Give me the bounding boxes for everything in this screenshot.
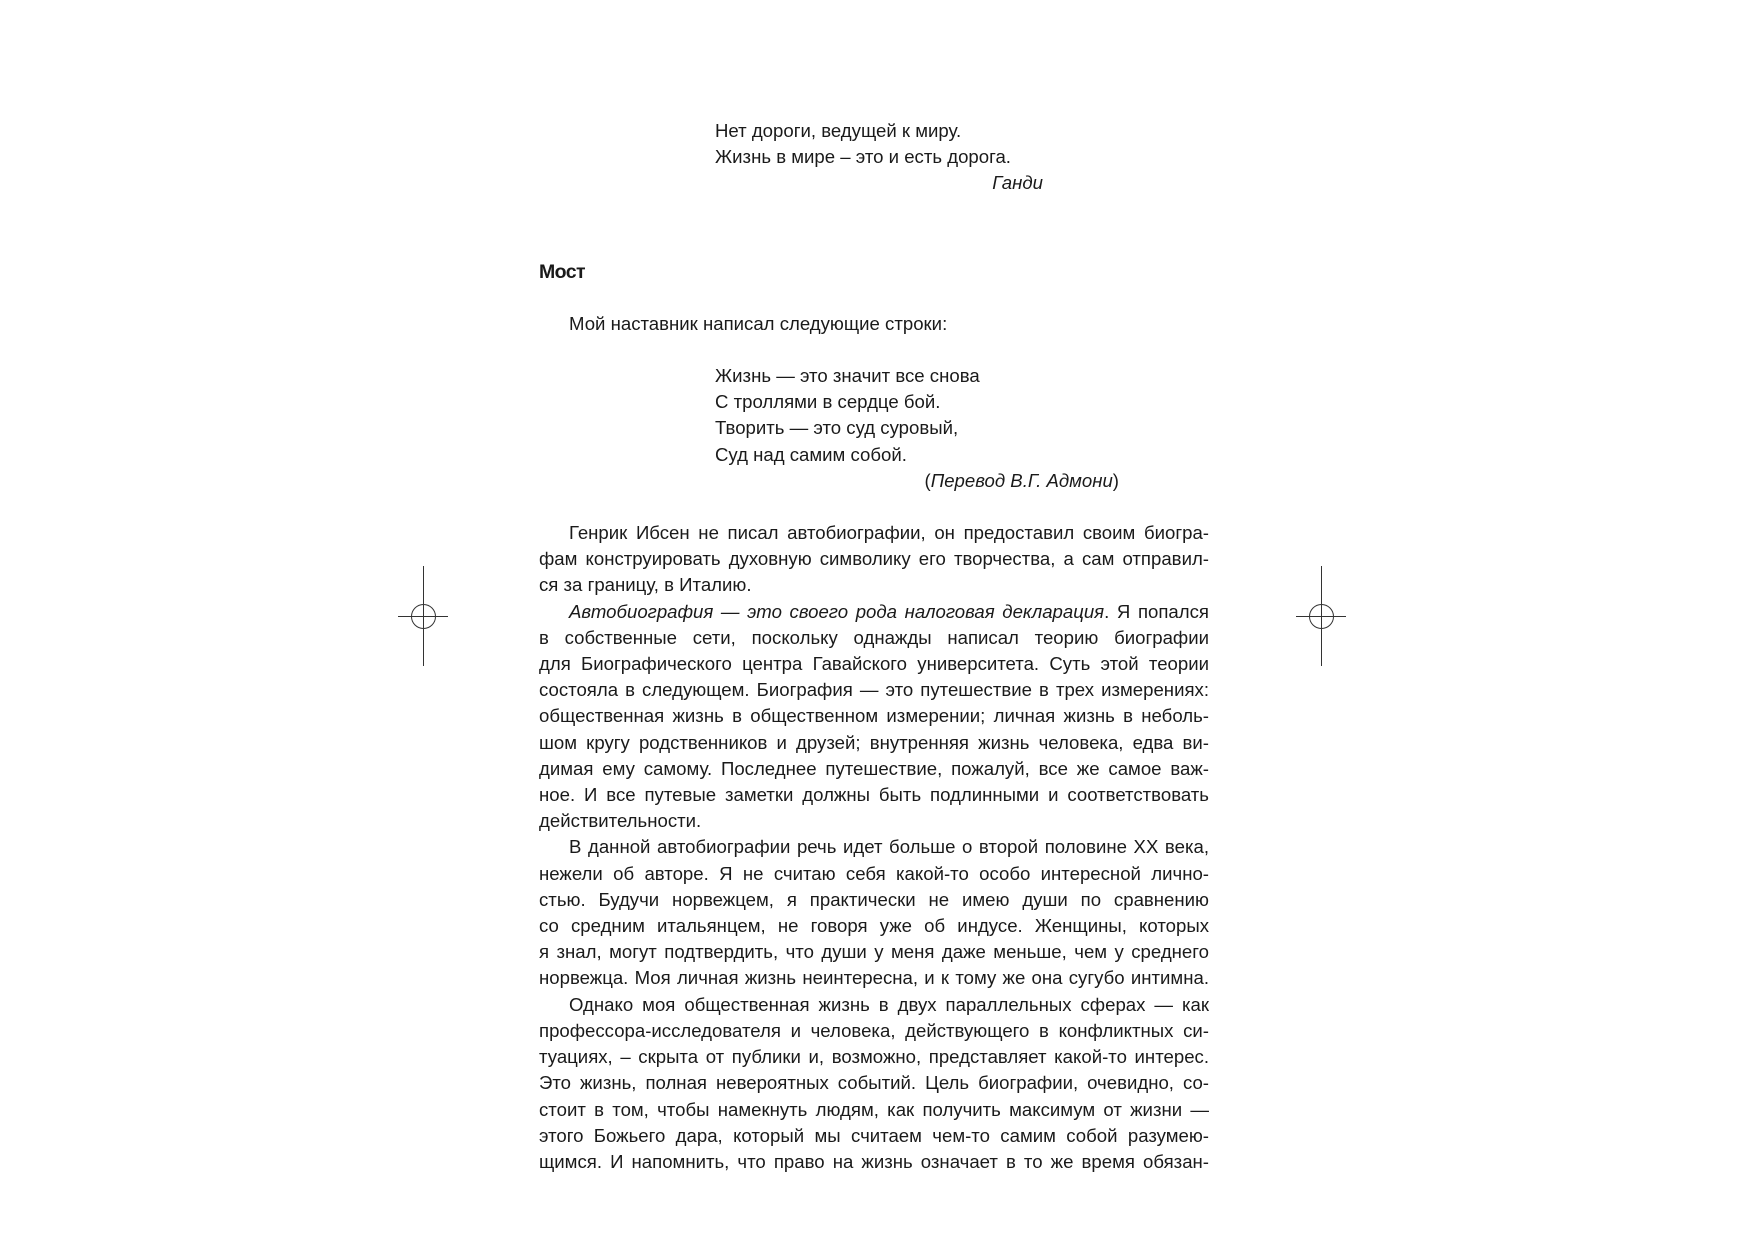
poem-line: С троллями в сердце бой. — [715, 391, 941, 413]
text-line: со средним итальянцем, не говоря уже об индусе. Женщины, которых — [539, 915, 1209, 937]
registration-mark-left — [398, 566, 498, 666]
text-line: в собственные сети, поскольку однажды написал теорию биографии — [539, 626, 1209, 648]
section-title: Мост — [539, 260, 585, 283]
text-line: действительности. — [539, 810, 702, 832]
text-line: состояла в следующем. Биография — это путешествие в трех измерениях: — [539, 679, 1209, 701]
poem-line: Творить — это суд суровый, — [715, 417, 959, 439]
text-line: шом кругу родственников и друзей; внутренняя жизнь человека, едва ви- — [539, 731, 1209, 753]
text-line: для Биографического центра Гавайского университета. Суть этой теории — [539, 653, 1209, 675]
text-line: Однако моя общественная жизнь в двух параллельных сферах — как — [569, 993, 1209, 1015]
page-content — [539, 118, 1209, 1175]
epigraph-line: Нет дороги, ведущей к миру. — [715, 120, 962, 141]
poem-line: Жизнь — это значит все снова — [715, 365, 980, 387]
text-line: стью. Будучи норвежцем, я практически не имею души по сравнению — [539, 888, 1209, 910]
paragraph-3 — [539, 834, 1209, 991]
paragraph-2 — [539, 599, 1209, 835]
text-line: фам конструировать духовную символику его творчества, а сам отправил- — [539, 548, 1209, 570]
paragraph-4 — [539, 992, 1209, 1175]
text-line: я знал, могут подтвердить, что души у меня даже меньше, чем у среднего — [539, 941, 1209, 963]
epigraph-author: Ганди — [992, 172, 1043, 194]
text-line: Автобиография — это своего рода налоговая декларация. Я попался — [569, 600, 1209, 622]
emphasis: Автобиография — это своего рода налоговая декларация — [569, 600, 1105, 622]
poem — [715, 363, 1119, 494]
text-line: В данной автобиографии речь идет больше о второй половине XX века, — [569, 836, 1209, 858]
text-line: Это жизнь, полная невероятных событий. Цель биографии, очевидно, со- — [539, 1072, 1209, 1094]
registration-mark-right — [1296, 566, 1396, 666]
text-line: ся за границу, в Италию. — [539, 574, 752, 596]
text-line: димая ему самому. Последнее путешествие, пожалуй, все же самое важ- — [539, 757, 1209, 779]
text-line: щимся. И напомнить, что право на жизнь означает в то же время обязан- — [539, 1150, 1209, 1172]
text-line: туациях, – скрыта от публики и, возможно, представляет какой-то интерес. — [539, 1046, 1209, 1068]
text-line: стоит в том, чтобы намекнуть людям, как получить максимум от жизни — — [539, 1098, 1209, 1120]
text-line: Генрик Ибсен не писал автобиографии, он предоставил своим биогра- — [569, 522, 1209, 544]
intro-line: Мой наставник написал следующие строки: — [569, 312, 948, 334]
text-line: профессора-исследователя и человека, действующего в конфликтных си- — [539, 1019, 1209, 1041]
text-line: нежели об авторе. Я не считаю себя какой-то особо интересной лично- — [539, 862, 1209, 884]
poem-credit: (Перевод В.Г. Адмони) — [924, 469, 1119, 491]
body-text — [539, 520, 1209, 1175]
text-line: общественная жизнь в общественном измерении; личная жизнь в неболь- — [539, 705, 1209, 727]
poem-line: Суд над самим собой. — [715, 443, 907, 465]
paragraph-1 — [539, 520, 1209, 599]
epigraph-line: Жизнь в мире – это и есть дорога. — [715, 146, 1011, 168]
epigraph — [715, 118, 1043, 197]
text-line: ное. И все путевые заметки должны быть подлинными и соответствовать — [539, 784, 1209, 806]
text-line: норвежца. Моя личная жизнь неинтересна, и к тому же она сугубо интимна. — [539, 967, 1209, 989]
text-line: этого Божьего дара, который мы считаем чем-то самим собой разумею- — [539, 1124, 1209, 1146]
poem-credit-translator: Перевод В.Г. Адмони — [930, 469, 1113, 491]
